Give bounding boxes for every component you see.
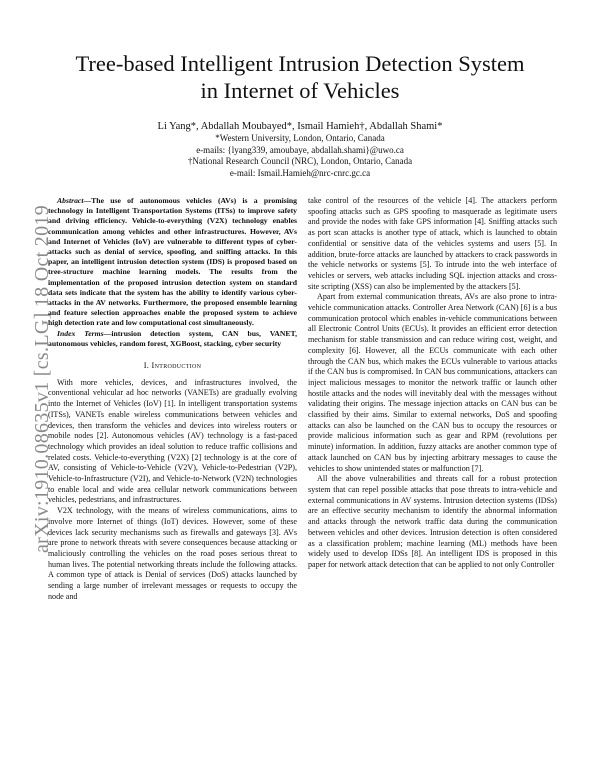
affiliation-line: e-mails: {lyang339, amoubaye, abdallah.shami}@uwo.ca [196,144,404,155]
index-terms-label: Index Terms [57,328,104,338]
author-list: Li Yang*, Abdallah Moubayed*, Ismail Hamieh†, Abdallah Shami* [157,121,443,132]
index-terms [48,329,297,349]
title-line-2: in Internet of Vehicles [200,78,400,103]
section-heading-introduction: I. Introduction [143,361,202,371]
right-column [308,196,557,571]
abstract [48,196,297,329]
paper-title [40,50,560,104]
affiliation-line: *Western University, London, Ontario, Canada [215,133,385,143]
left-column [48,196,297,603]
body-paragraph: All the above vulnerabilities and threats call for a robust protection system that can repel possible attacks that pose threats to intra-vehicle and external communications in AV systems. Intrusion detection systems (IDSs) are an effective security mechanism to identify the abnormal information and attacks through the network traffic data during the communication between vehicles and other devices. Intrusion detection is often considered as a classification problem; machine learning (ML) methods have been widely used to develop IDSs [8]. An intelligent IDS is proposed in this paper for network attack detection that can be applied to not only Controller [308,474,557,569]
body-paragraph: Apart from external communication threats, AVs are also prone to intra-vehicle communication attacks. Controller Area Network (CAN) [6] is a bus communication protocol which enables in-vehicle communications between all Electronic Control Units (ECUs). It provides an efficient error detection mechanism for stable transmission and can reduce wiring cost, weight, and complexity [6]. However, all the ECUs communicate with each other through the CAN bus, which makes the ECUs vulnerable to various attacks if the CAN bus is compromised. In CAN bus communications, attackers can inject malicious messages to monitor the network traffic or launch other hostile attacks and the nodes will inevitably deal with the messages without validating their origins. The message injection attacks on CAN bus can be classified by their aims. Similar to external networks, DoS and spoofing attacks can also be launched on the CAN bus to occupy the resources or provide malicious information such as gear and RPM (revolutions per minute) information. In addition, fuzzy attacks are another common type of attack launched on CAN bus by injecting arbitrary messages to cause the vehicles to show unintended states or malfunction [7]. [308,292,557,473]
body-paragraph: take control of the resources of the vehicle [4]. The attackers perform spoofing attacks such as GPS spoofing to masquerade as legitimate users and provide the nodes with fake GPS information [4]. Sniffing attacks such as port scan attacks is another type of attack, which is launched to obtain confidential or sensitive data of the vehicles systems and users [5]. In addition, brute-force attacks are launched by attackers to crack passwords in the vehicle networks or systems [5]. To intrude into the web interface of vehicles or servers, web attacks including SQL injection attacks and cross-site scripting (XSS) can also be implemented by the attackers [5]. [308,196,557,291]
body-paragraph: With more vehicles, devices, and infrastructures involved, the conventional vehicular ad hoc networks (VANETs) are gradually evolving into the Internet of Vehicles (IoV) [1]. In intelligent transportation systems (ITSs), VANETs enable wireless communications between vehicles and devices, then transform the vehicles and devices into wireless routers or mobile nodes [2]. Autonomous vehicles (AV) technology is a fast-paced technology which provides an ideal solution to reduce traffic collisions and related costs. Vehicle-to-everything (V2X) [2] technology is at the core of AV, consisting of Vehicle-to-Vehicle (V2V), Vehicle-to-Pedestrian (V2P), Vehicle-to-Infrastructure (V2I), and Vehicle-to-Network (V2N) technologies to enable local and wide area cellular network communications between vehicles, pedestrians, and infrastructures. [48,377,297,505]
title-line-1: Tree-based Intelligent Intrusion Detection System [75,51,525,76]
affiliation-line: †National Research Council (NRC), London, Ontario, Canada [187,156,413,166]
abstract-label: Abstract [57,196,84,205]
arxiv-identifier: arXiv:1910.08635v1 [cs.LG] 18 Oct 2019 [31,204,53,553]
body-paragraph: V2X technology, with the means of wireless communications, aims to involve more Internet of things (IoT) devices. However, some of these devices lack security mechanisms such as firewalls and gateways [3]. AVs are prone to network threats with severe consequences because attacking or maliciously controlling the vehicles on the road poses serious threat to human lives. The potential networking threats include the following attacks. A common type of attack is Denial of services (DoS) attacks launched by sending a large number of irrelevant messages or requests to occupy the node and [48,506,297,601]
abstract-text: —The use of autonomous vehicles (AVs) is a promising technology in Intelligent Transportation Systems (ITSs) to improve safety and driving efficiency. Vehicle-to-everything (V2X) technology enables communication among vehicles and other infrastructures. However, AVs and Internet of Vehicles (IoV) are vulnerable to different types of cyber-attacks such as denial of service, spoofing, and sniffing attacks. In this paper, an intelligent intrusion detection system (IDS) is proposed based on tree-structure machine learning models. The results from the implementation of the proposed intrusion detection system on standard data sets indicate that the system has the ability to identify various cyber-attacks in the AV networks. Furthermore, the proposed ensemble learning and feature selection approaches enable the proposed system to achieve high detection rate and low computational cost simultaneously. [48,196,297,328]
affiliations [40,133,560,179]
index-terms-text: —intrusion detection system, CAN bus, VANET, autonomous vehicles, random forest, XGBoost, stacking, cyber security [48,328,297,348]
affiliation-line: e-mail: Ismail.Hamieh@nrc-cnrc.gc.ca [229,167,371,178]
